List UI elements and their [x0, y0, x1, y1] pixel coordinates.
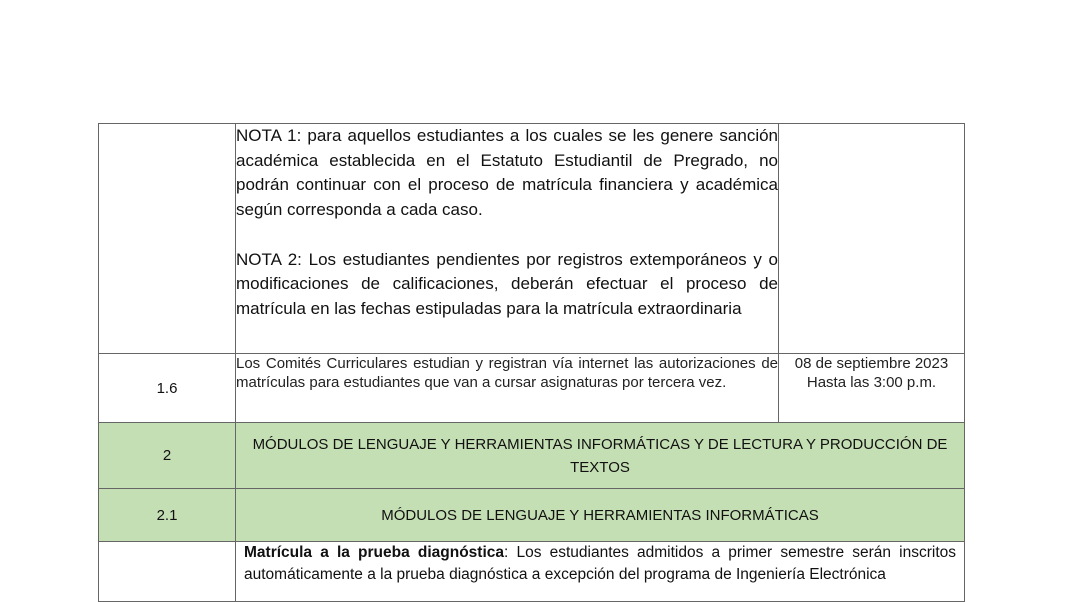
number-cell — [99, 124, 236, 354]
table-row-diagnostica — [99, 542, 965, 602]
section-title: MÓDULOS DE LENGUAJE Y HERRAMIENTAS INFORMÁTICAS Y DE LECTURA Y PRODUCCIÓN DE TEXTOS — [236, 423, 965, 489]
nota-1: NOTA 1: para aquellos estudiantes a los cuales se les genere sanción académica establecida en el Estatuto Estudiantil de Pregrado, no podrán continuar con el proceso de matrícula financiera y académica según corresponda a cada caso. — [236, 126, 778, 220]
nota-2: NOTA 2: Los estudiantes pendientes por registros extemporáneos y o modificaciones de calificaciones, deberán efectuar el proceso de matrícula en las fechas estipuladas para la matrícula extraordinaria — [236, 249, 778, 318]
section-number: 2 — [99, 423, 236, 489]
schedule-table — [98, 123, 965, 602]
section-title: MÓDULOS DE LENGUAJE Y HERRAMIENTAS INFORMÁTICAS — [236, 489, 965, 542]
notes-cell — [236, 124, 779, 354]
row-description: Los Comités Curriculares estudian y registran vía internet las autorizaciones de matrículas para estudiantes que van a cursar asignaturas por tercera vez. — [236, 354, 779, 423]
diagnostica-body: : Los estudiantes admitidos a primer semestre serán inscritos automáticamente a la prueba diagnóstica a excepción del programa de Ingeniería Electrónica — [244, 544, 957, 583]
table-row-1-6 — [99, 354, 965, 423]
table-row-notes — [99, 124, 965, 354]
diagnostica-lead: Matrícula a la prueba diagnóstica — [244, 544, 504, 561]
section-row-2 — [99, 423, 965, 489]
section-row-2-1 — [99, 489, 965, 542]
section-number: 2.1 — [99, 489, 236, 542]
number-cell — [99, 542, 236, 602]
diagnostica-text — [236, 542, 965, 602]
row-number: 1.6 — [99, 354, 236, 423]
row-date: 08 de septiembre 2023 Hasta las 3:00 p.m. — [779, 354, 965, 423]
date-cell — [779, 124, 965, 354]
